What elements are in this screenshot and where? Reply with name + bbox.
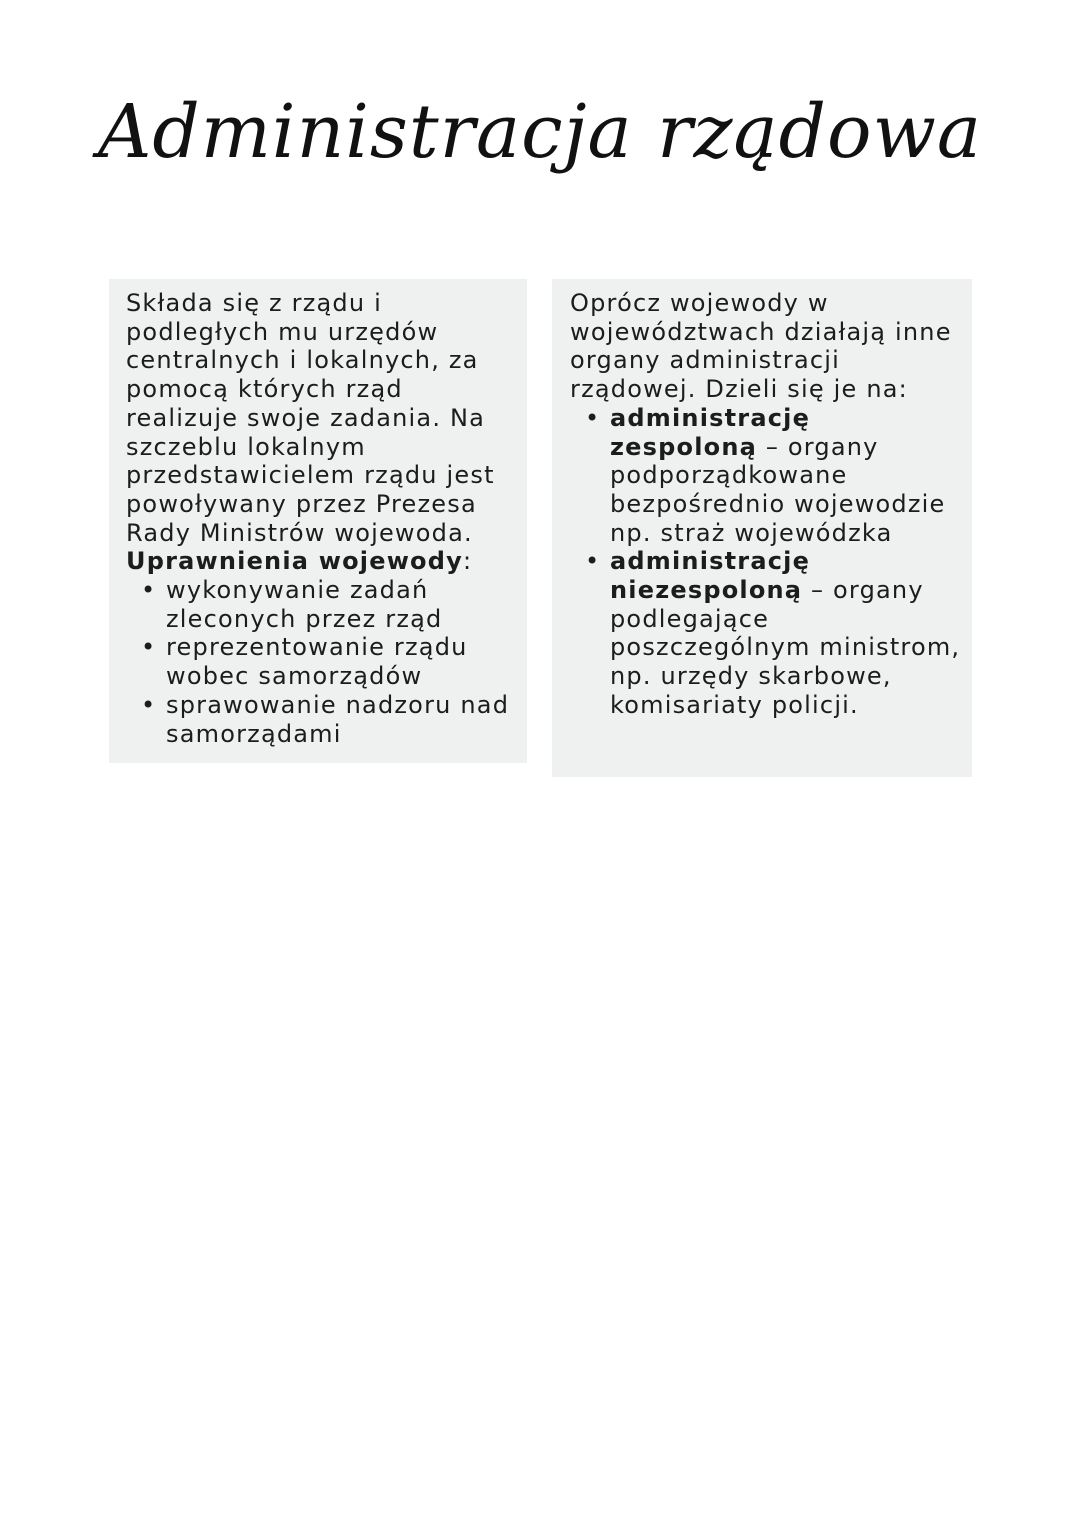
bullet-icon: • [585,547,601,576]
list-item-text: reprezentowanie rządu wobec samorządów [166,633,468,691]
list-item-term: administrację zespoloną [610,403,811,461]
powers-heading-colon: : [462,547,473,576]
bullet-icon: • [141,690,157,719]
list-item-desc: – organy podlegające poszczególnym ministrom, np. urzędy skarbowe, komisariaty policji. [610,576,961,719]
list-item-desc: – organy podporządkowane bezpośrednio wojewodzie np. straż wojewódzka [610,432,946,547]
right-info-box [552,279,972,777]
powers-heading: Uprawnienia wojewody [126,547,463,576]
bullet-icon: • [585,403,601,432]
list-item-text: sprawowanie nadzoru nad samorządami [166,690,510,748]
list-item [126,576,517,633]
list-item [126,691,517,748]
list-item-term: administrację niezespoloną [610,547,811,605]
administration-types-list [570,404,966,720]
list-item-text: wykonywanie zadań zleconych przez rząd [166,576,443,633]
list-item [570,547,966,719]
list-item [570,404,966,548]
left-info-box [109,279,527,763]
bullet-icon: • [141,576,157,605]
powers-list [126,576,517,748]
page-title: Administracja rządowa [97,89,983,175]
bullet-icon: • [141,633,157,662]
list-item [126,633,517,690]
left-intro-text [126,289,517,576]
right-intro: Oprócz wojewody w województwach działają inne organy administracji rządowej. Dzieli się je na: [570,289,952,404]
left-intro: Składa się z rządu i podległych mu urzędów centralnych i lokalnych, za pomocą których rząd realizuje swoje zadania. Na szczeblu lokalnym przedstawicielem rządu jest powoływany przez Prezesa Rady Ministrów wojewoda. [126,289,495,547]
